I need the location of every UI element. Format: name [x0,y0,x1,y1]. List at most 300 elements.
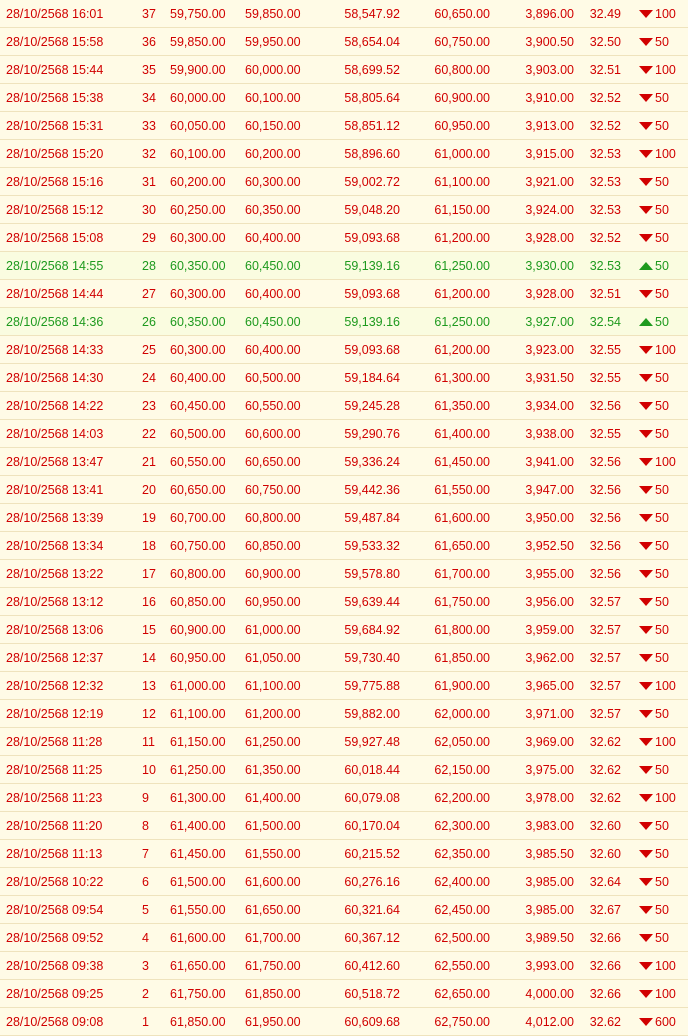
sell-price-cell: 59,950.00 [245,28,320,56]
price-change-cell [633,84,688,112]
buy-price-cell: 60,750.00 [170,532,245,560]
table-row [0,56,688,84]
price-change-cell [633,252,688,280]
bar-buy-price-cell: 58,699.52 [320,56,414,84]
time-cell: 28/10/2568 15:12 [0,196,140,224]
thb-rate-cell: 32.66 [588,952,633,980]
table-row [0,728,688,756]
table-row [0,420,688,448]
ornament-sell-price-cell: 62,350.00 [414,840,504,868]
gold-spot-usd-cell: 3,934.00 [504,392,588,420]
gold-spot-usd-cell: 3,952.50 [504,532,588,560]
triangle-down-icon [639,598,653,606]
thb-rate-cell: 32.52 [588,112,633,140]
triangle-down-icon [639,430,653,438]
bar-buy-price-cell: 60,215.52 [320,840,414,868]
ornament-sell-price-cell: 62,400.00 [414,868,504,896]
buy-price-cell: 59,750.00 [170,0,245,28]
price-change-cell [633,28,688,56]
ornament-sell-price-cell: 61,450.00 [414,448,504,476]
sell-price-cell: 60,800.00 [245,504,320,532]
sell-price-cell: 60,200.00 [245,140,320,168]
announcement-number-cell: 1 [140,1008,170,1036]
bar-buy-price-cell: 59,139.16 [320,308,414,336]
bar-buy-price-cell: 59,927.48 [320,728,414,756]
price-change-value: 100 [655,454,676,469]
ornament-sell-price-cell: 61,000.00 [414,140,504,168]
ornament-sell-price-cell: 61,700.00 [414,560,504,588]
bar-buy-price-cell: 59,336.24 [320,448,414,476]
gold-spot-usd-cell: 3,941.00 [504,448,588,476]
sell-price-cell: 59,850.00 [245,0,320,28]
thb-rate-cell: 32.56 [588,476,633,504]
triangle-down-icon [639,710,653,718]
announcement-number-cell: 30 [140,196,170,224]
price-change-value: 100 [655,790,676,805]
table-row [0,840,688,868]
time-cell: 28/10/2568 16:01 [0,0,140,28]
table-row [0,336,688,364]
price-change-cell [633,952,688,980]
triangle-down-icon [639,738,653,746]
gold-spot-usd-cell: 3,903.00 [504,56,588,84]
announcement-number-cell: 21 [140,448,170,476]
time-cell: 28/10/2568 11:28 [0,728,140,756]
ornament-sell-price-cell: 62,550.00 [414,952,504,980]
bar-buy-price-cell: 60,367.12 [320,924,414,952]
price-change-cell [633,476,688,504]
announcement-number-cell: 36 [140,28,170,56]
sell-price-cell: 61,750.00 [245,952,320,980]
sell-price-cell: 61,500.00 [245,812,320,840]
announcement-number-cell: 14 [140,644,170,672]
price-change [639,539,669,553]
buy-price-cell: 61,000.00 [170,672,245,700]
thb-rate-cell: 32.57 [588,672,633,700]
sell-price-cell: 61,200.00 [245,700,320,728]
price-change-value: 50 [655,846,669,861]
announcement-number-cell: 18 [140,532,170,560]
sell-price-cell: 60,600.00 [245,420,320,448]
price-change [639,63,676,77]
triangle-down-icon [639,682,653,690]
time-cell: 28/10/2568 13:12 [0,588,140,616]
sell-price-cell: 61,850.00 [245,980,320,1008]
time-cell: 28/10/2568 13:22 [0,560,140,588]
buy-price-cell: 60,650.00 [170,476,245,504]
buy-price-cell: 59,850.00 [170,28,245,56]
buy-price-cell: 60,300.00 [170,280,245,308]
gold-spot-usd-cell: 3,983.00 [504,812,588,840]
price-change [639,623,669,637]
announcement-number-cell: 11 [140,728,170,756]
price-change-value: 50 [655,482,669,497]
time-cell: 28/10/2568 09:52 [0,924,140,952]
price-change-cell [633,868,688,896]
sell-price-cell: 61,350.00 [245,756,320,784]
sell-price-cell: 61,650.00 [245,896,320,924]
price-change-cell [633,924,688,952]
price-change-value: 50 [655,370,669,385]
triangle-down-icon [639,822,653,830]
gold-spot-usd-cell: 3,910.00 [504,84,588,112]
time-cell: 28/10/2568 15:08 [0,224,140,252]
thb-rate-cell: 32.67 [588,896,633,924]
ornament-sell-price-cell: 60,650.00 [414,0,504,28]
ornament-sell-price-cell: 61,900.00 [414,672,504,700]
buy-price-cell: 61,650.00 [170,952,245,980]
table-row [0,168,688,196]
bar-buy-price-cell: 59,882.00 [320,700,414,728]
ornament-sell-price-cell: 61,250.00 [414,308,504,336]
price-change-cell [633,280,688,308]
sell-price-cell: 61,700.00 [245,924,320,952]
price-change [639,287,669,301]
triangle-down-icon [639,458,653,466]
price-change-value: 100 [655,6,676,21]
ornament-sell-price-cell: 61,400.00 [414,420,504,448]
gold-spot-usd-cell: 3,955.00 [504,560,588,588]
time-cell: 28/10/2568 12:37 [0,644,140,672]
gold-spot-usd-cell: 3,927.00 [504,308,588,336]
ornament-sell-price-cell: 60,950.00 [414,112,504,140]
ornament-sell-price-cell: 62,300.00 [414,812,504,840]
bar-buy-price-cell: 59,533.32 [320,532,414,560]
gold-spot-usd-cell: 3,915.00 [504,140,588,168]
triangle-down-icon [639,626,653,634]
price-change-cell [633,196,688,224]
buy-price-cell: 61,300.00 [170,784,245,812]
price-change-value: 600 [655,1014,676,1029]
sell-price-cell: 60,650.00 [245,448,320,476]
price-change-cell [633,56,688,84]
time-cell: 28/10/2568 15:20 [0,140,140,168]
bar-buy-price-cell: 60,321.64 [320,896,414,924]
gold-spot-usd-cell: 3,978.00 [504,784,588,812]
price-change [639,147,676,161]
thb-rate-cell: 32.54 [588,308,633,336]
ornament-sell-price-cell: 61,200.00 [414,280,504,308]
price-change [639,567,669,581]
ornament-sell-price-cell: 62,750.00 [414,1008,504,1036]
buy-price-cell: 61,100.00 [170,700,245,728]
announcement-number-cell: 27 [140,280,170,308]
thb-rate-cell: 32.66 [588,980,633,1008]
gold-spot-usd-cell: 3,923.00 [504,336,588,364]
bar-buy-price-cell: 59,730.40 [320,644,414,672]
buy-price-cell: 60,200.00 [170,168,245,196]
triangle-down-icon [639,346,653,354]
price-change-cell [633,1008,688,1036]
bar-buy-price-cell: 58,654.04 [320,28,414,56]
price-change-value: 100 [655,146,676,161]
table-row [0,280,688,308]
bar-buy-price-cell: 59,487.84 [320,504,414,532]
table-row [0,392,688,420]
bar-buy-price-cell: 60,018.44 [320,756,414,784]
announcement-number-cell: 10 [140,756,170,784]
thb-rate-cell: 32.57 [588,616,633,644]
buy-price-cell: 61,500.00 [170,868,245,896]
price-change-value: 50 [655,594,669,609]
announcement-number-cell: 28 [140,252,170,280]
price-change-value: 50 [655,874,669,889]
price-change [639,343,676,357]
triangle-down-icon [639,1018,653,1026]
price-change [639,427,669,441]
price-change [639,35,669,49]
sell-price-cell: 60,000.00 [245,56,320,84]
table-row [0,868,688,896]
triangle-down-icon [639,486,653,494]
announcement-number-cell: 8 [140,812,170,840]
triangle-down-icon [639,542,653,550]
price-change [639,455,676,469]
buy-price-cell: 60,050.00 [170,112,245,140]
triangle-down-icon [639,850,653,858]
announcement-number-cell: 17 [140,560,170,588]
table-row [0,504,688,532]
price-change-cell [633,112,688,140]
price-change [639,847,669,861]
price-change-cell [633,728,688,756]
price-change-cell [633,224,688,252]
thb-rate-cell: 32.51 [588,280,633,308]
gold-spot-usd-cell: 3,959.00 [504,616,588,644]
price-change-value: 50 [655,930,669,945]
triangle-down-icon [639,10,653,18]
ornament-sell-price-cell: 62,650.00 [414,980,504,1008]
table-row [0,196,688,224]
bar-buy-price-cell: 59,442.36 [320,476,414,504]
gold-spot-usd-cell: 3,928.00 [504,224,588,252]
ornament-sell-price-cell: 62,000.00 [414,700,504,728]
price-change [639,399,669,413]
price-change-cell [633,840,688,868]
price-change [639,903,669,917]
ornament-sell-price-cell: 60,800.00 [414,56,504,84]
price-change-value: 50 [655,566,669,581]
thb-rate-cell: 32.53 [588,252,633,280]
price-change-cell [633,392,688,420]
buy-price-cell: 60,450.00 [170,392,245,420]
table-row [0,924,688,952]
bar-buy-price-cell: 59,048.20 [320,196,414,224]
sell-price-cell: 60,400.00 [245,336,320,364]
triangle-down-icon [639,206,653,214]
thb-rate-cell: 32.55 [588,364,633,392]
price-change [639,931,669,945]
ornament-sell-price-cell: 61,150.00 [414,196,504,224]
thb-rate-cell: 32.51 [588,56,633,84]
buy-price-cell: 60,900.00 [170,616,245,644]
triangle-down-icon [639,234,653,242]
bar-buy-price-cell: 60,412.60 [320,952,414,980]
table-row [0,140,688,168]
thb-rate-cell: 32.66 [588,924,633,952]
table-row [0,252,688,280]
price-change-value: 50 [655,762,669,777]
price-change-cell [633,168,688,196]
price-change-cell [633,336,688,364]
bar-buy-price-cell: 60,276.16 [320,868,414,896]
price-change [639,315,669,329]
price-change-cell [633,420,688,448]
sell-price-cell: 60,300.00 [245,168,320,196]
gold-spot-usd-cell: 3,962.00 [504,644,588,672]
price-change [639,987,676,1001]
buy-price-cell: 60,300.00 [170,224,245,252]
thb-rate-cell: 32.53 [588,196,633,224]
table-row [0,560,688,588]
gold-spot-usd-cell: 3,931.50 [504,364,588,392]
announcement-number-cell: 31 [140,168,170,196]
triangle-down-icon [639,570,653,578]
announcement-number-cell: 9 [140,784,170,812]
gold-spot-usd-cell: 3,956.00 [504,588,588,616]
table-row [0,112,688,140]
sell-price-cell: 61,950.00 [245,1008,320,1036]
price-change-cell [633,532,688,560]
announcement-number-cell: 12 [140,700,170,728]
gold-spot-usd-cell: 3,989.50 [504,924,588,952]
bar-buy-price-cell: 59,684.92 [320,616,414,644]
buy-price-cell: 61,850.00 [170,1008,245,1036]
thb-rate-cell: 32.56 [588,392,633,420]
price-change-value: 50 [655,902,669,917]
buy-price-cell: 60,850.00 [170,588,245,616]
thb-rate-cell: 32.57 [588,644,633,672]
bar-buy-price-cell: 58,851.12 [320,112,414,140]
thb-rate-cell: 32.56 [588,532,633,560]
price-change-cell [633,140,688,168]
gold-spot-usd-cell: 3,913.00 [504,112,588,140]
sell-price-cell: 60,950.00 [245,588,320,616]
ornament-sell-price-cell: 62,500.00 [414,924,504,952]
price-change-value: 100 [655,342,676,357]
price-change [639,595,669,609]
table-row [0,476,688,504]
time-cell: 28/10/2568 14:22 [0,392,140,420]
announcement-number-cell: 7 [140,840,170,868]
bar-buy-price-cell: 59,002.72 [320,168,414,196]
thb-rate-cell: 32.57 [588,588,633,616]
sell-price-cell: 61,550.00 [245,840,320,868]
announcement-number-cell: 32 [140,140,170,168]
triangle-down-icon [639,122,653,130]
time-cell: 28/10/2568 11:13 [0,840,140,868]
bar-buy-price-cell: 58,805.64 [320,84,414,112]
bar-buy-price-cell: 59,093.68 [320,224,414,252]
price-change-value: 50 [655,538,669,553]
time-cell: 28/10/2568 09:38 [0,952,140,980]
price-change-cell [633,0,688,28]
announcement-number-cell: 19 [140,504,170,532]
price-change-value: 100 [655,986,676,1001]
ornament-sell-price-cell: 60,750.00 [414,28,504,56]
gold-spot-usd-cell: 3,947.00 [504,476,588,504]
triangle-down-icon [639,906,653,914]
ornament-sell-price-cell: 61,200.00 [414,336,504,364]
price-change-value: 50 [655,314,669,329]
price-change-cell [633,672,688,700]
price-change [639,7,676,21]
table-row [0,364,688,392]
price-change [639,203,669,217]
ornament-sell-price-cell: 61,200.00 [414,224,504,252]
bar-buy-price-cell: 59,184.64 [320,364,414,392]
time-cell: 28/10/2568 09:54 [0,896,140,924]
price-change-cell [633,448,688,476]
price-change-value: 100 [655,62,676,77]
thb-rate-cell: 32.52 [588,224,633,252]
triangle-down-icon [639,794,653,802]
price-change-cell [633,616,688,644]
buy-price-cell: 60,300.00 [170,336,245,364]
gold-spot-usd-cell: 3,950.00 [504,504,588,532]
time-cell: 28/10/2568 14:30 [0,364,140,392]
price-change-value: 50 [655,818,669,833]
gold-spot-usd-cell: 3,975.00 [504,756,588,784]
sell-price-cell: 60,400.00 [245,224,320,252]
price-change [639,735,676,749]
price-change-value: 50 [655,202,669,217]
sell-price-cell: 60,100.00 [245,84,320,112]
thb-rate-cell: 32.62 [588,756,633,784]
price-change-cell [633,700,688,728]
table-row [0,896,688,924]
triangle-down-icon [639,94,653,102]
ornament-sell-price-cell: 61,800.00 [414,616,504,644]
table-row [0,784,688,812]
announcement-number-cell: 16 [140,588,170,616]
bar-buy-price-cell: 60,518.72 [320,980,414,1008]
buy-price-cell: 60,700.00 [170,504,245,532]
triangle-up-icon [639,318,653,326]
price-change [639,707,669,721]
thb-rate-cell: 32.64 [588,868,633,896]
announcement-number-cell: 26 [140,308,170,336]
price-change-cell [633,784,688,812]
ornament-sell-price-cell: 61,650.00 [414,532,504,560]
ornament-sell-price-cell: 61,850.00 [414,644,504,672]
price-change-value: 50 [655,650,669,665]
price-change-value: 50 [655,34,669,49]
buy-price-cell: 60,350.00 [170,308,245,336]
thb-rate-cell: 32.53 [588,168,633,196]
gold-spot-usd-cell: 3,985.00 [504,896,588,924]
price-change [639,679,676,693]
table-row [0,532,688,560]
ornament-sell-price-cell: 60,900.00 [414,84,504,112]
price-change-value: 50 [655,118,669,133]
time-cell: 28/10/2568 15:38 [0,84,140,112]
price-change [639,483,669,497]
table-row [0,84,688,112]
price-change-cell [633,980,688,1008]
sell-price-cell: 61,250.00 [245,728,320,756]
gold-spot-usd-cell: 3,985.50 [504,840,588,868]
buy-price-cell: 60,000.00 [170,84,245,112]
ornament-sell-price-cell: 61,600.00 [414,504,504,532]
gold-spot-usd-cell: 3,928.00 [504,280,588,308]
price-change-cell [633,896,688,924]
table-row [0,756,688,784]
bar-buy-price-cell: 60,170.04 [320,812,414,840]
thb-rate-cell: 32.56 [588,448,633,476]
buy-price-cell: 61,150.00 [170,728,245,756]
time-cell: 28/10/2568 14:03 [0,420,140,448]
